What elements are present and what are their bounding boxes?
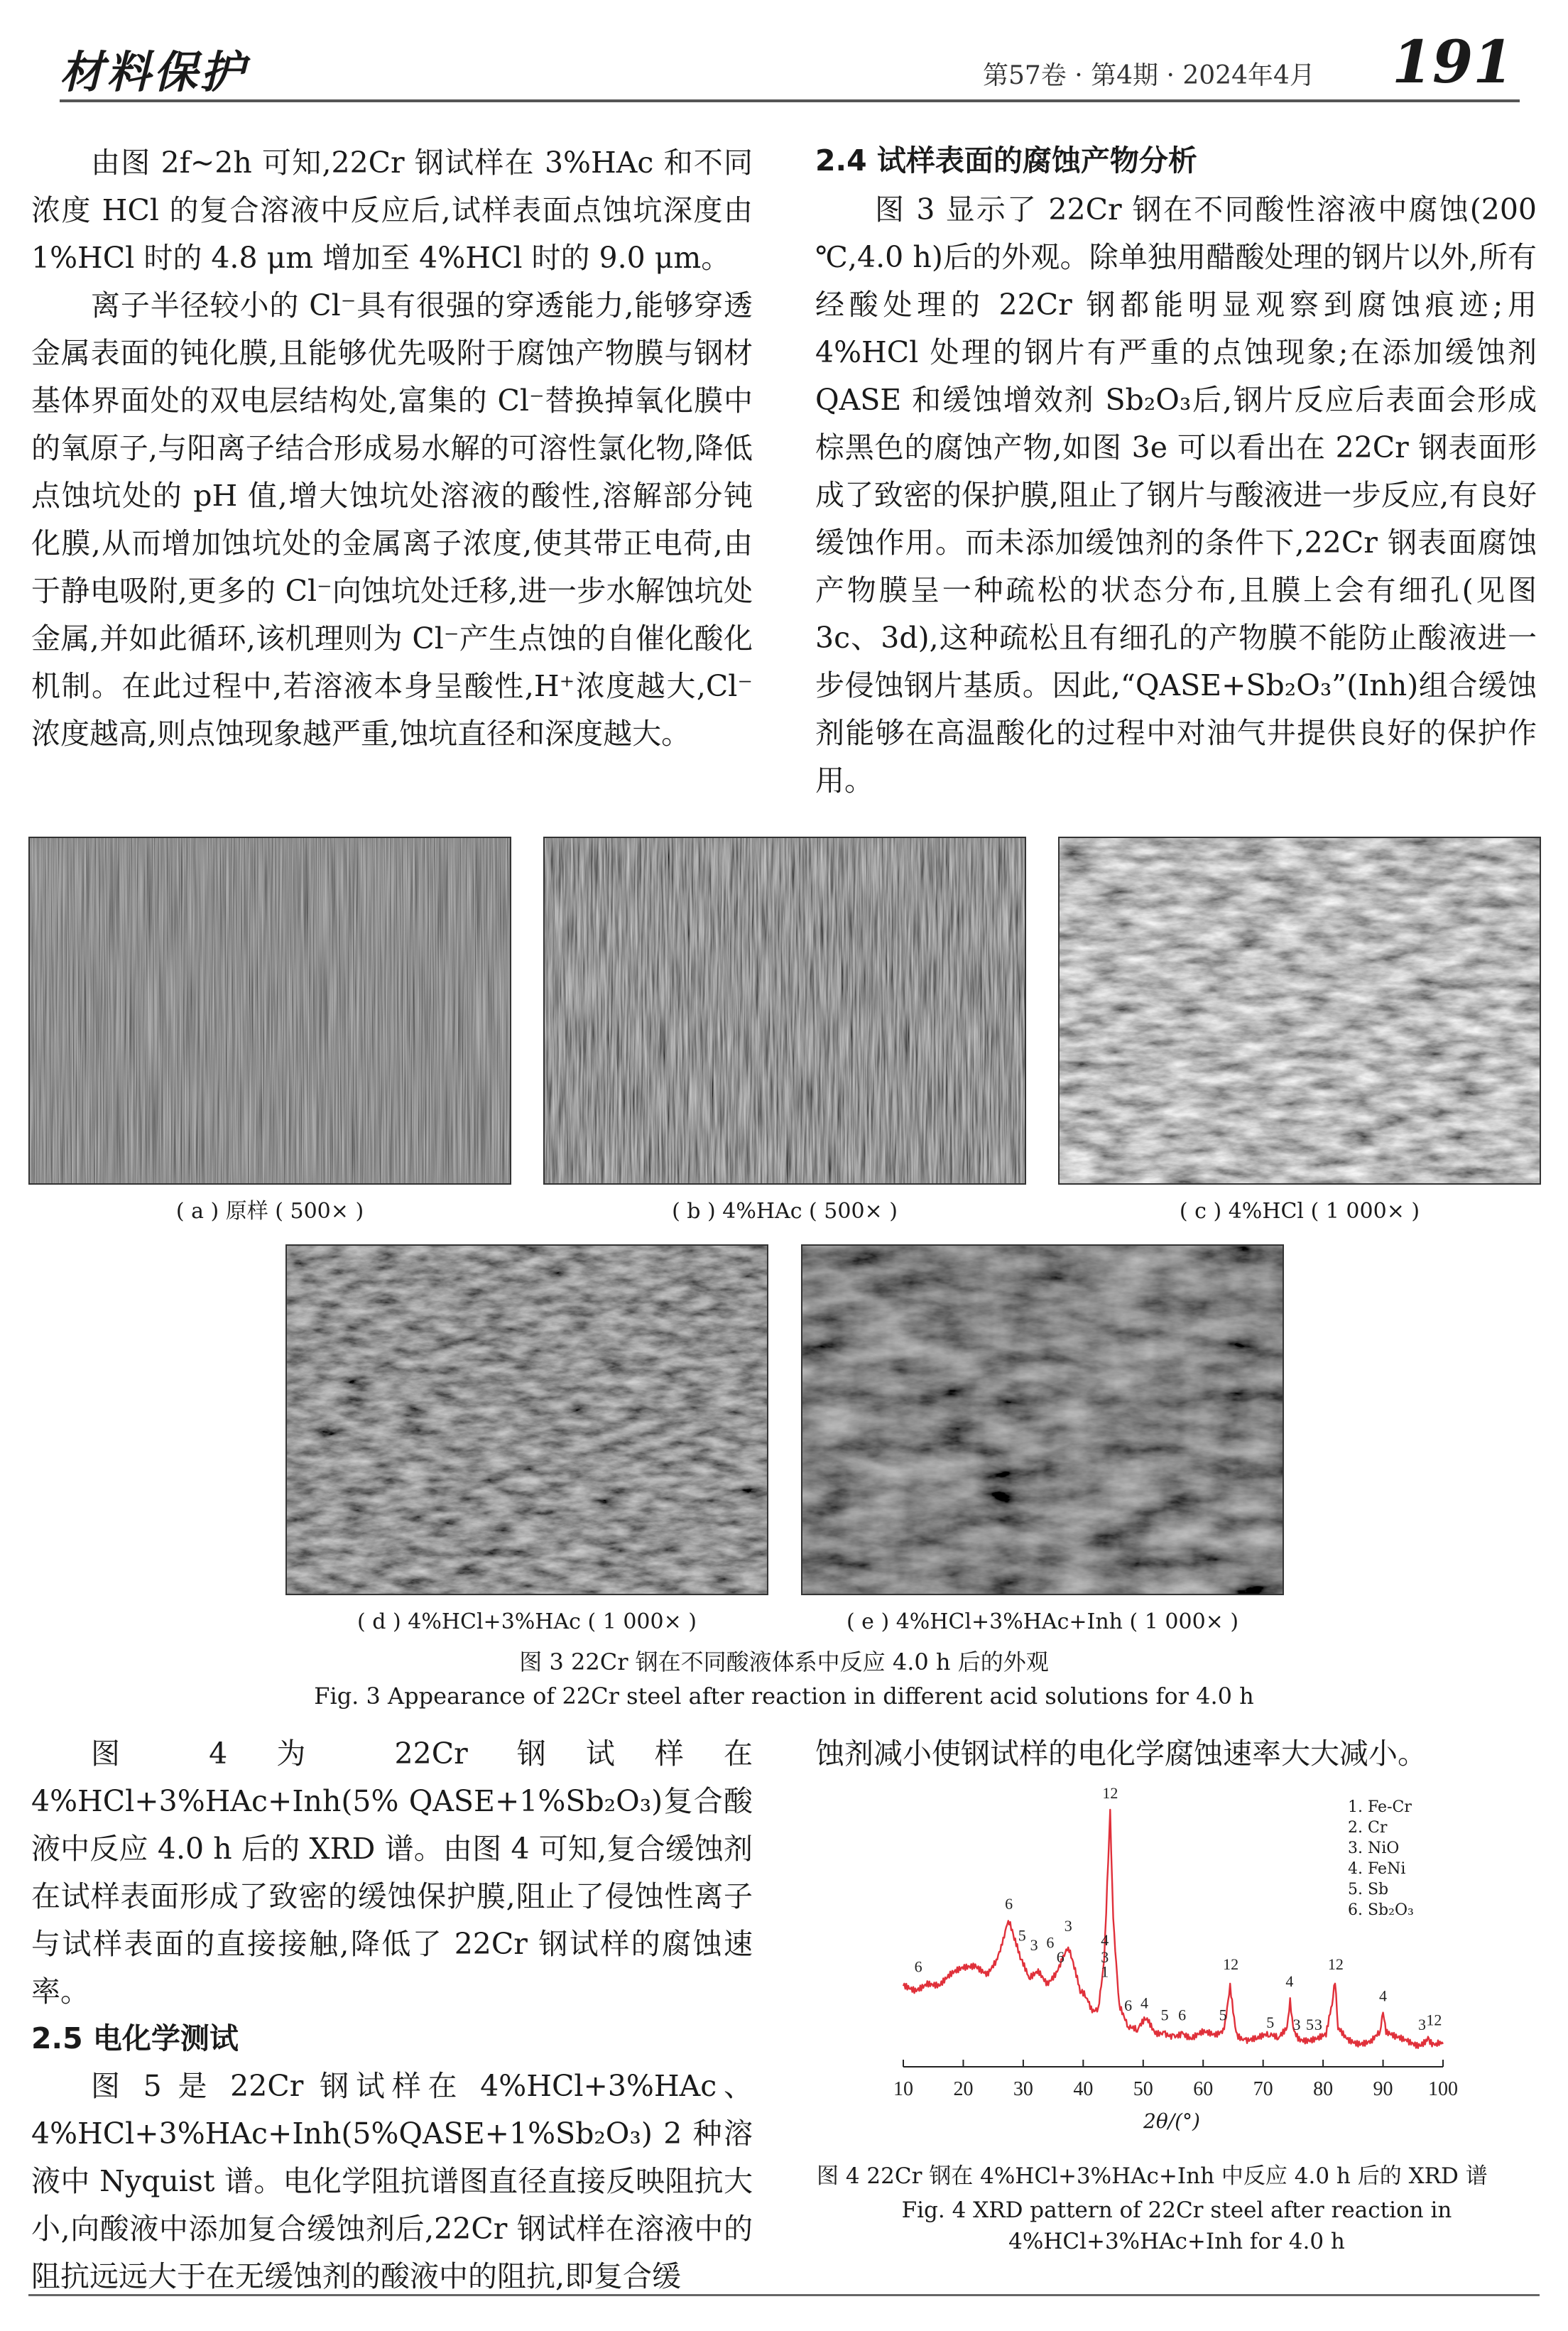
legend-item: 5. Sb <box>1348 1881 1389 1898</box>
peak-label: 3 <box>1314 2016 1322 2034</box>
x-tick-label: 50 <box>1133 2078 1153 2100</box>
peak-label: 3 <box>1417 2016 1426 2034</box>
x-tick-label: 20 <box>953 2078 974 2100</box>
left-column-top <box>31 139 753 758</box>
peak-label: 5 <box>1306 2016 1314 2034</box>
peak-label: 1 <box>1101 1962 1109 1981</box>
figure4-caption-en-1: Fig. 4 XRD pattern of 22Cr steel after reaction in <box>901 2197 1452 2223</box>
peak-label: 6 <box>1124 1996 1133 2014</box>
peak-label: 3 <box>1101 1948 1109 1966</box>
caption-3e: ( e ) 4%HCl+3%HAc+Inh ( 1 000× ) <box>846 1609 1239 1634</box>
paragraph: 图 4 为 22Cr 钢试样在 4%HCl+3%HAc+Inh(5% QASE+1%Sb₂O₃)复合酸液中反应 4.0 h 后的 XRD 谱。由图 4 可知,复合缓蚀剂在试样表面形成了致密的缓蚀保护膜,阻止了侵蚀性离子与试样表面的直接接触,降低了 22Cr 钢试样的腐蚀速率。 <box>31 1737 753 2009</box>
legend-item: 6. Sb₂O₃ <box>1348 1901 1414 1919</box>
figure3-caption-cn: 图 3 22Cr 钢在不同酸液体系中反应 4.0 h 后的外观 <box>519 1648 1049 1675</box>
peak-label: 5 <box>1219 2006 1227 2024</box>
peak-label: 5 <box>1018 1926 1026 1945</box>
journal-logo: 材料保护 <box>60 46 248 98</box>
x-tick-label: 60 <box>1193 2078 1214 2100</box>
figure4-caption-cn: 图 4 22Cr 钢在 4%HCl+3%HAc+Inh 中反应 4.0 h 后的 XRD 谱 <box>817 2163 1488 2189</box>
peak-label: 6 <box>1178 2006 1187 2024</box>
figure4-caption-en-2: 4%HCl+3%HAc+Inh for 4.0 h <box>1008 2229 1345 2254</box>
peak-label: 4 <box>1140 1994 1148 2012</box>
sem-image-b <box>543 837 1026 1185</box>
paragraph: 图 3 显示了 22Cr 钢在不同酸性溶液中腐蚀(200 ℃,4.0 h)后的外观。除单独用醋酸处理的钢片以外,所有经酸处理的 22Cr 钢都能明显观察到腐蚀痕迹;用 4%HCl 处理的钢片有严重的点蚀现象;在添加缓蚀剂 QASE 和缓蚀增效剂 Sb₂O₃后,钢片反应后表面会形成棕黑色的腐蚀产物,如图 3e 可以看出在 22Cr 钢表面形成了致密的保护膜,阻止了钢片与酸液进一步反应,有良好缓蚀作用。而未添加缓蚀剂的条件下,22Cr 钢表面腐蚀产物膜呈一种疏松的状态分布,且膜上会有细孔(见图 3c、3d),这种疏松且有细孔的产物膜不能防止酸液进一步侵蚀钢片基质。因此,“QASE+Sb₂O₃”(Inh)组合缓蚀剂能够在高温酸化的过程中对油气井提供良好的保护作用。 <box>815 192 1537 798</box>
xrd-legend <box>1348 1797 1532 1920</box>
right-column-bottom <box>815 1730 1537 1778</box>
peak-label: 6 <box>1056 1948 1065 1966</box>
x-tick-label: 90 <box>1373 2078 1393 2100</box>
figure3-caption-en: Fig. 3 Appearance of 22Cr steel after reaction in different acid solutions for 4.0 h <box>314 1683 1254 1710</box>
paragraph: 蚀剂减小使钢试样的电化学腐蚀速率大大减小。 <box>815 1737 1427 1771</box>
paragraph: 图 5 是 22Cr 钢试样在 4%HCl+3%HAc、4%HCl+3%HAc+Inh(5%QASE+1%Sb₂O₃) 2 种溶液中 Nyquist 谱。电化学阻抗谱图直径直接反映阻抗大小,向酸液中添加复合缓蚀剂后,22Cr 钢试样在溶液中的阻抗远远大于在无缓蚀剂的酸液中的阻抗,即复合缓 <box>31 2069 753 2293</box>
section-title-2-5: 2.5 电化学测试 <box>31 2021 239 2055</box>
legend-item: 4. FeNi <box>1348 1860 1406 1878</box>
sem-image-a <box>28 837 511 1185</box>
peak-label: 4 <box>1101 1931 1109 1950</box>
page-number: 191 <box>1392 28 1514 97</box>
x-axis-label: 2θ/(°) <box>1143 2109 1200 2133</box>
caption-3b: ( b ) 4%HAc ( 500× ) <box>672 1199 898 1224</box>
sem-image-d <box>285 1244 768 1595</box>
peak-label: 3 <box>1030 1936 1038 1954</box>
peak-label: 12 <box>1426 2011 1442 2029</box>
caption-3c: ( c ) 4%HCl ( 1 000× ) <box>1179 1199 1420 1224</box>
paragraph: 由图 2f~2h 可知,22Cr 钢试样在 3%HAc 和不同浓度 HCl 的复合溶液中反应后,试样表面点蚀坑深度由 1%HCl 时的 4.8 μm 增加至 4%HCl 时的 9.0 μm。 <box>31 146 753 275</box>
x-tick-label: 70 <box>1253 2078 1273 2100</box>
sem-image-c <box>1058 837 1541 1185</box>
x-tick-label: 100 <box>1428 2078 1458 2100</box>
issue-info: 第57卷 · 第4期 · 2024年4月 <box>983 61 1315 90</box>
right-column-top <box>815 139 1537 805</box>
peak-label: 3 <box>1064 1916 1072 1935</box>
peak-label: 3 <box>1292 2016 1301 2034</box>
peak-label: 6 <box>1005 1895 1013 1913</box>
peak-label: 5 <box>1266 2013 1275 2031</box>
peak-label: 4 <box>1285 1972 1294 1990</box>
paragraph: 离子半径较小的 Cl⁻具有很强的穿透能力,能够穿透金属表面的钝化膜,且能够优先吸附于腐蚀产物膜与钢材基体界面处的双电层结构处,富集的 Cl⁻替换掉氧化膜中的氧原子,与阳离子结合形成易水解的可溶性氯化物,降低点蚀坑处的 pH 值,增大蚀坑处溶液的酸性,溶解部分钝化膜,从而增加蚀坑处的金属离子浓度,使其带正电荷,由于静电吸附,更多的 Cl⁻向蚀坑处迁移,进一步水解蚀坑处金属,并如此循环,该机理则为 Cl⁻产生点蚀的自催化酸化机制。在此过程中,若溶液本身呈酸性,H⁺浓度越大,Cl⁻浓度越高,则点蚀现象越严重,蚀坑直径和深度越大。 <box>31 288 753 751</box>
header-rule <box>60 99 1520 102</box>
peak-label: 12 <box>1223 1955 1239 1974</box>
section-title-2-4: 2.4 试样表面的腐蚀产物分析 <box>815 143 1197 178</box>
peak-label: 5 <box>1160 2006 1169 2024</box>
peak-label: 6 <box>1046 1933 1055 1952</box>
caption-3d: ( d ) 4%HCl+3%HAc ( 1 000× ) <box>357 1609 697 1634</box>
legend-item: 3. NiO <box>1348 1840 1400 1857</box>
peak-label: 12 <box>1327 1955 1344 1974</box>
caption-3a: ( a ) 原样 ( 500× ) <box>175 1199 364 1224</box>
peak-label: 12 <box>1102 1783 1118 1802</box>
xrd-chart <box>817 1783 1534 2145</box>
sem-image-e <box>801 1244 1284 1595</box>
x-tick-label: 10 <box>893 2078 913 2100</box>
left-column-bottom <box>31 1730 753 2300</box>
x-tick-label: 40 <box>1073 2078 1094 2100</box>
x-tick-label: 80 <box>1313 2078 1334 2100</box>
peak-label: 4 <box>1379 1987 1388 2005</box>
legend-item: 2. Cr <box>1348 1819 1388 1837</box>
peak-label: 6 <box>914 1957 922 1976</box>
x-tick-label: 30 <box>1013 2078 1033 2100</box>
footer-rule <box>28 2294 1540 2296</box>
legend-item: 1. Fe-Cr <box>1348 1798 1412 1816</box>
